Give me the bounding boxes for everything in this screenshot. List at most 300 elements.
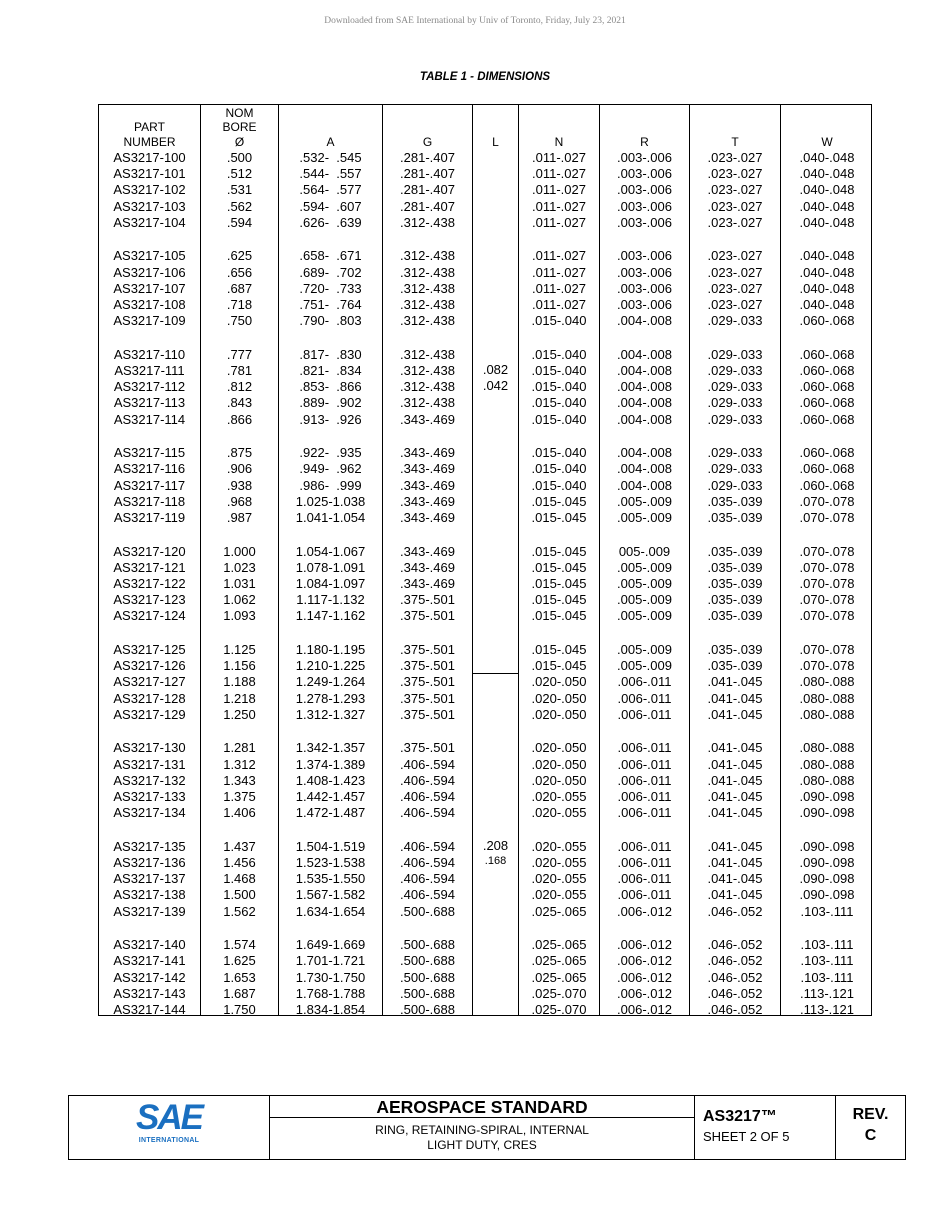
cell-t: .046-.052	[707, 903, 763, 919]
l-value: .208	[482, 838, 509, 853]
cell-part: AS3217-101	[113, 166, 186, 182]
cell-a: .790- .803	[299, 313, 362, 329]
cell-part: AS3217-104	[113, 214, 186, 230]
cell-n: .015-.040	[531, 313, 587, 329]
cell-g: .375-.501	[400, 740, 455, 756]
cell-part: AS3217-142	[113, 969, 186, 985]
cell-r: .005-.009	[617, 559, 672, 575]
cell-g: .406-.594	[400, 789, 455, 804]
header-a-line: A	[326, 134, 335, 149]
cell-t: .023-.027	[707, 166, 763, 182]
cell-n: .011-.027	[532, 214, 586, 230]
cell-g: .500-.688	[400, 953, 455, 969]
cell-a: 1.535-1.550	[295, 871, 366, 887]
cell-bore: .512	[226, 166, 253, 182]
cell-n: .015-.040	[531, 461, 587, 477]
cell-bore: 1.218	[223, 690, 256, 706]
cell-w: .080-.088	[799, 706, 855, 722]
cell-part: AS3217-139	[113, 903, 186, 919]
cell-bore: 1.625	[223, 953, 256, 969]
cell-g: .281-.407	[400, 166, 455, 182]
cell-n: .020-.055	[531, 887, 587, 903]
cell-w: .103-.111	[800, 903, 854, 919]
cell-w: .040-.048	[799, 150, 855, 165]
revision-value: C	[864, 1127, 877, 1144]
cell-a: .594- .607	[299, 198, 362, 214]
cell-g: .343-.469	[400, 510, 455, 525]
cell-a: 1.210-1.225	[295, 658, 366, 674]
cell-t: .035-.039	[707, 559, 763, 575]
cell-a: .949- .962	[299, 461, 362, 477]
cell-bore: .987	[226, 510, 253, 525]
cell-r: .004-.008	[617, 461, 672, 477]
cell-t: .041-.045	[707, 805, 763, 821]
cell-r: .003-.006	[617, 280, 672, 296]
cell-n: .015-.045	[531, 559, 587, 575]
cell-bore: 1.456	[223, 855, 256, 870]
cell-g: .343-.469	[400, 445, 455, 461]
cell-w: .040-.048	[799, 166, 855, 182]
cell-part: AS3217-121	[113, 559, 186, 575]
cell-t: .041-.045	[707, 674, 763, 690]
cell-n: .020-.050	[531, 740, 587, 756]
cell-w: .090-.098	[799, 789, 855, 804]
cell-n: .020-.050	[531, 756, 587, 772]
cell-bore: .866	[226, 411, 253, 427]
column-r	[600, 105, 690, 1015]
cell-w: .090-.098	[799, 871, 855, 887]
cell-part: AS3217-129	[113, 706, 186, 722]
cell-a: 1.523-1.538	[295, 855, 366, 870]
cell-a: .658- .671	[299, 248, 362, 264]
cell-t: .023-.027	[707, 280, 763, 296]
cell-g: .343-.469	[400, 576, 455, 591]
cell-bore: .812	[226, 379, 253, 395]
cell-a: 1.147-1.162	[295, 608, 366, 624]
cell-part: AS3217-112	[113, 379, 186, 395]
cell-n: .020-.050	[531, 690, 587, 706]
cell-part: AS3217-132	[113, 772, 186, 788]
header-r-line: R	[640, 134, 649, 149]
cell-part: AS3217-117	[113, 477, 186, 493]
cell-a: 1.025-1.038	[295, 493, 366, 509]
cell-w: .060-.068	[799, 313, 855, 329]
cell-t: .023-.027	[707, 297, 763, 312]
cell-t: .029-.033	[707, 445, 763, 461]
cell-t: .035-.039	[707, 608, 763, 624]
cell-t: .029-.033	[707, 379, 763, 395]
cell-g: .375-.501	[400, 592, 455, 608]
sae-logo	[69, 1096, 270, 1159]
cell-r: .004-.008	[617, 363, 672, 378]
cell-part: AS3217-111	[114, 363, 185, 378]
cell-n: .015-.040	[531, 445, 587, 461]
cell-t: .041-.045	[707, 690, 763, 706]
dimensions-table	[98, 104, 872, 1016]
cell-part: AS3217-108	[113, 297, 186, 312]
l-group-2	[473, 838, 518, 869]
cell-w: .080-.088	[799, 772, 855, 788]
cell-r: .003-.006	[617, 150, 672, 165]
sae-logo-subtext: INTERNATIONAL	[138, 1137, 200, 1144]
cell-a: .889- .902	[299, 395, 362, 411]
cell-bore: 1.093	[223, 608, 256, 624]
cell-r: .003-.006	[617, 166, 672, 182]
header-g-line: G	[422, 134, 433, 149]
cell-t: .046-.052	[707, 969, 763, 985]
cell-part: AS3217-130	[113, 740, 186, 756]
cell-t: .041-.045	[707, 772, 763, 788]
column-n	[519, 105, 600, 1015]
header-bore-line: BORE	[222, 120, 257, 134]
cell-g: .406-.594	[400, 772, 455, 788]
cell-n: .011-.027	[532, 264, 586, 280]
cell-t: .046-.052	[707, 985, 763, 1001]
cell-bore: 1.406	[223, 805, 256, 821]
header-bore-line: NOM	[225, 105, 254, 120]
cell-g: .375-.501	[400, 642, 455, 657]
cell-t: .041-.045	[707, 706, 763, 722]
cell-g: .406-.594	[400, 871, 455, 887]
cell-bore: 1.062	[223, 592, 256, 608]
header-l-line: L	[492, 134, 499, 149]
cell-w: .070-.078	[799, 658, 855, 674]
cell-a: 1.472-1.487	[295, 805, 366, 821]
cell-bore: .938	[226, 477, 253, 493]
part-title-line-1: RING, RETAINING-SPIRAL, INTERNAL	[375, 1123, 589, 1137]
cell-a: .626- .639	[299, 214, 362, 230]
cell-r: .003-.006	[617, 214, 672, 230]
cell-w: .070-.078	[799, 642, 855, 657]
cell-n: .020-.050	[531, 772, 587, 788]
column-l	[473, 105, 519, 1015]
cell-part: AS3217-124	[113, 608, 186, 624]
cell-g: .312-.438	[400, 379, 455, 395]
cell-n: .011-.027	[532, 166, 586, 182]
cell-part: AS3217-125	[113, 642, 186, 657]
cell-r: .006-.011	[617, 772, 672, 788]
cell-w: .070-.078	[799, 493, 855, 509]
cell-w: .090-.098	[799, 855, 855, 870]
cell-bore: .500	[226, 150, 253, 165]
cell-n: .025-.065	[531, 969, 587, 985]
cell-n: .025-.065	[531, 953, 587, 969]
cell-t: .029-.033	[707, 477, 763, 493]
cell-w: .103-.111	[800, 969, 854, 985]
cell-g: .343-.469	[400, 543, 455, 559]
cell-w: .070-.078	[799, 576, 855, 591]
cell-w: .060-.068	[799, 411, 855, 427]
cell-r: .006-.012	[617, 937, 672, 953]
header-r	[600, 105, 689, 149]
cell-w: .090-.098	[799, 887, 855, 903]
column-a	[279, 105, 383, 1015]
cell-bore: 1.156	[223, 658, 256, 674]
cell-a: 1.374-1.389	[295, 756, 366, 772]
cell-part: AS3217-116	[113, 461, 186, 477]
cell-r: .003-.006	[617, 182, 672, 198]
cell-r: .006-.011	[617, 871, 672, 887]
column-w	[781, 105, 873, 1015]
cell-g: .500-.688	[400, 985, 455, 1001]
cell-part: AS3217-143	[113, 985, 186, 1001]
cell-w: .113-.121	[800, 985, 854, 1001]
cell-n: .015-.045	[531, 510, 587, 525]
cell-n: .011-.027	[532, 182, 586, 198]
cell-r: .006-.011	[617, 805, 672, 821]
cell-a: 1.408-1.423	[295, 772, 366, 788]
sae-logo-mark: SAE	[136, 1098, 202, 1137]
cell-n: .020-.055	[531, 805, 587, 821]
cell-g: .375-.501	[400, 658, 455, 674]
cell-g: .500-.688	[400, 937, 455, 953]
cell-n: .025-.065	[531, 937, 587, 953]
cell-bore: .777	[226, 346, 253, 362]
cell-t: .041-.045	[707, 855, 763, 870]
cell-r: .006-.011	[617, 690, 672, 706]
cell-t: .046-.052	[707, 1002, 763, 1017]
cell-w: .070-.078	[799, 608, 855, 624]
cell-n: .020-.050	[531, 674, 587, 690]
cell-a: 1.117-1.132	[296, 592, 365, 608]
cell-r: .005-.009	[617, 493, 672, 509]
cell-r: .003-.006	[617, 297, 672, 312]
cell-t: .029-.033	[707, 411, 763, 427]
cell-w: .060-.068	[799, 346, 855, 362]
cell-t: .023-.027	[707, 150, 763, 165]
cell-w: .080-.088	[799, 690, 855, 706]
cell-g: .312-.438	[400, 313, 455, 329]
cell-bore: 1.281	[223, 740, 256, 756]
cell-a: 1.278-1.293	[295, 690, 366, 706]
cell-g: .500-.688	[400, 903, 455, 919]
cell-bore: .562	[226, 198, 253, 214]
column-g	[383, 105, 473, 1015]
cell-t: .035-.039	[707, 543, 763, 559]
cell-t: .023-.027	[707, 214, 763, 230]
download-watermark: Downloaded from SAE International by Univ of Toronto, Friday, July 23, 2021	[324, 16, 626, 26]
cell-r: .004-.008	[617, 445, 672, 461]
cell-r: .006-.012	[617, 1002, 672, 1017]
cell-n: .011-.027	[532, 150, 586, 165]
cell-g: .281-.407	[400, 182, 455, 198]
cell-t: .029-.033	[707, 313, 763, 329]
cell-a: 1.312-1.327	[295, 706, 366, 722]
cell-bore: 1.343	[223, 772, 256, 788]
cell-bore: 1.687	[223, 985, 256, 1001]
header-w	[781, 105, 873, 149]
cell-w: .070-.078	[799, 543, 855, 559]
cell-bore: 1.468	[223, 871, 256, 887]
l-group-1	[473, 362, 518, 394]
cell-t: .023-.027	[707, 248, 763, 264]
cell-r: .005-.009	[617, 608, 672, 624]
cell-w: .080-.088	[799, 756, 855, 772]
cell-w: .070-.078	[799, 559, 855, 575]
cell-g: .406-.594	[400, 887, 455, 903]
cell-r: .004-.008	[617, 346, 672, 362]
cell-w: .070-.078	[799, 510, 855, 525]
cell-w: .040-.048	[799, 248, 855, 264]
cell-w: .060-.068	[799, 445, 855, 461]
cell-bore: 1.750	[223, 1002, 256, 1017]
cell-g: .343-.469	[400, 477, 455, 493]
cell-r: .006-.012	[617, 969, 672, 985]
cell-n: .015-.045	[531, 608, 587, 624]
cell-a: 1.041-1.054	[295, 510, 366, 525]
l-value: .082	[482, 362, 509, 377]
cell-w: .113-.121	[800, 1002, 854, 1017]
cell-a: .544- .557	[299, 166, 362, 182]
cell-w: .080-.088	[799, 740, 855, 756]
cell-bore: .656	[226, 264, 253, 280]
cell-bore: .594	[226, 214, 253, 230]
header-a	[279, 105, 382, 149]
cell-r: .004-.008	[617, 411, 672, 427]
cell-part: AS3217-140	[113, 937, 186, 953]
header-t	[690, 105, 780, 149]
cell-a: .751- .764	[299, 297, 362, 312]
cell-t: .035-.039	[707, 493, 763, 509]
column-part	[99, 105, 201, 1015]
cell-t: .041-.045	[707, 871, 763, 887]
cell-bore: .875	[226, 445, 253, 461]
cell-part: AS3217-136	[113, 855, 186, 870]
header-g	[383, 105, 472, 149]
cell-r: .004-.008	[617, 313, 672, 329]
cell-a: 1.180-1.195	[295, 642, 366, 657]
cell-a: .689- .702	[299, 264, 362, 280]
cell-a: 1.504-1.519	[295, 838, 366, 854]
cell-n: .015-.040	[531, 363, 587, 378]
cell-bore: 1.250	[223, 706, 256, 722]
cell-a: 1.701-1.721	[295, 953, 366, 969]
cell-g: .343-.469	[400, 559, 455, 575]
cell-t: .023-.027	[707, 182, 763, 198]
cell-part: AS3217-115	[113, 445, 186, 461]
cell-a: .922- .935	[299, 445, 362, 461]
header-part	[99, 105, 200, 149]
cell-t: .029-.033	[707, 346, 763, 362]
cell-part: AS3217-123	[113, 592, 186, 608]
cell-n: .015-.040	[531, 346, 587, 362]
cell-r: .006-.011	[617, 838, 672, 854]
cell-t: .029-.033	[707, 363, 763, 378]
cell-a: .532- .545	[299, 150, 362, 165]
cell-w: .040-.048	[799, 280, 855, 296]
cell-bore: 1.188	[223, 674, 256, 690]
cell-g: .343-.469	[400, 411, 455, 427]
cell-w: .040-.048	[799, 264, 855, 280]
cell-a: 1.634-1.654	[295, 903, 366, 919]
cell-part: AS3217-107	[113, 280, 186, 296]
cell-r: .006-.011	[617, 706, 672, 722]
cell-w: .060-.068	[799, 395, 855, 411]
cell-part: AS3217-118	[113, 493, 186, 509]
cell-n: .020-.055	[531, 789, 587, 804]
cell-a: .821- .834	[299, 363, 362, 378]
cell-bore: 1.000	[223, 543, 256, 559]
cell-n: .015-.045	[531, 592, 587, 608]
cell-n: .015-.040	[531, 411, 587, 427]
cell-part: AS3217-119	[113, 510, 186, 525]
title-block-description	[270, 1096, 695, 1159]
cell-t: .035-.039	[707, 592, 763, 608]
cell-r: .005-.009	[617, 592, 672, 608]
cell-w: .090-.098	[799, 805, 855, 821]
cell-t: .035-.039	[707, 510, 763, 525]
cell-g: .375-.501	[400, 706, 455, 722]
cell-bore: .781	[226, 363, 253, 378]
cell-w: .080-.088	[799, 674, 855, 690]
cell-n: .011-.027	[532, 248, 586, 264]
cell-g: .375-.501	[400, 690, 455, 706]
cell-r: .006-.012	[617, 903, 672, 919]
cell-bore: .718	[226, 297, 253, 312]
cell-n: .020-.055	[531, 871, 587, 887]
cell-n: .015-.045	[531, 642, 587, 657]
header-bore-line: Ø	[234, 134, 245, 149]
cell-part: AS3217-126	[113, 658, 186, 674]
cell-bore: .906	[226, 461, 253, 477]
cell-bore: 1.500	[223, 887, 256, 903]
cell-r: .005-.009	[617, 576, 672, 591]
cell-t: .041-.045	[707, 838, 763, 854]
cell-g: .312-.438	[400, 346, 455, 362]
l-value: .042	[482, 378, 509, 393]
cell-n: .015-.045	[531, 576, 587, 591]
cell-w: .040-.048	[799, 297, 855, 312]
cell-part: AS3217-106	[113, 264, 186, 280]
cell-bore: 1.574	[223, 937, 256, 953]
header-n-line: N	[554, 134, 564, 149]
cell-g: .500-.688	[400, 969, 455, 985]
cell-t: .046-.052	[707, 937, 763, 953]
l-value: .168	[484, 855, 507, 867]
cell-n: .015-.045	[531, 658, 587, 674]
cell-part: AS3217-102	[113, 182, 186, 198]
cell-a: 1.649-1.669	[295, 937, 366, 953]
header-part-line: PART	[134, 120, 165, 134]
cell-r: .006-.011	[617, 674, 672, 690]
header-n	[519, 105, 599, 149]
cell-part: AS3217-100	[113, 150, 186, 165]
cell-a: 1.078-1.091	[295, 559, 366, 575]
cell-g: .312-.438	[400, 214, 455, 230]
cell-r: .005-.009	[617, 642, 672, 657]
title-block	[68, 1095, 906, 1160]
cell-t: .023-.027	[707, 264, 763, 280]
cell-t: .041-.045	[707, 740, 763, 756]
cell-n: .011-.027	[532, 198, 586, 214]
cell-r: 005-.009	[618, 543, 671, 559]
revision-label: REV.	[852, 1106, 889, 1123]
cell-bore: .843	[226, 395, 253, 411]
standard-type: AEROSPACE STANDARD	[270, 1096, 694, 1118]
cell-a: 1.442-1.457	[295, 789, 366, 804]
cell-n: .011-.027	[532, 280, 586, 296]
cell-r: .004-.008	[617, 477, 672, 493]
cell-g: .312-.438	[400, 264, 455, 280]
cell-g: .406-.594	[400, 855, 455, 870]
cell-g: .406-.594	[400, 756, 455, 772]
cell-part: AS3217-137	[113, 871, 186, 887]
cell-bore: 1.023	[223, 559, 256, 575]
cell-a: .913- .926	[299, 411, 362, 427]
cell-a: .853- .866	[299, 379, 362, 395]
cell-part: AS3217-131	[113, 756, 186, 772]
cell-bore: 1.437	[223, 838, 256, 854]
